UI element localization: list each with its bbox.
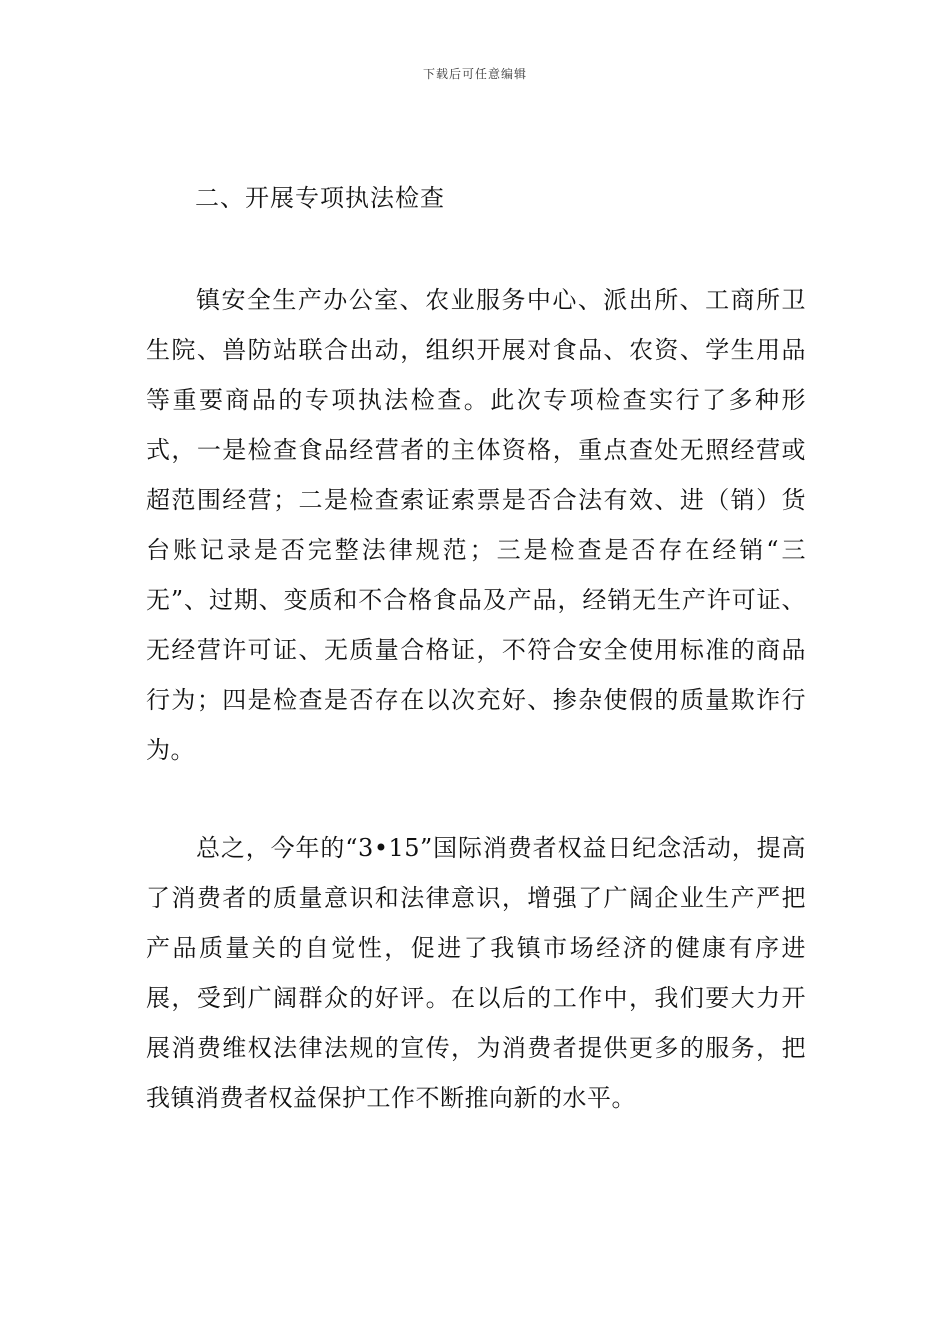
section-heading: 二、开展专项执法检查 xyxy=(195,184,445,212)
body-paragraph-inspection: 镇安全生产办公室、农业服务中心、派出所、工商所卫生院、兽防站联合出动，组织开展对食品、农资、学生用品等重要商品的专项执法检查。此次专项检查实行了多种形式，一是检查食品经营者的主体资格，重点查处无照经营或超范围经营；二是检查索证索票是否合法有效、进（销）货台账记录是否完整法律规范；三是检查是否存在经销“三无”、过期、变质和不合格食品及产品，经销无生产许可证、无经营许可证、无质量合格证，不符合安全使用标准的商品行为；四是检查是否存在以次充好、掺杂使假的质量欺诈行为。 xyxy=(146,286,806,764)
body-paragraph-summary: 总之，今年的“3•15”国际消费者权益日纪念活动，提高了消费者的质量意识和法律意识，增强了广阔企业生产严把产品质量关的自觉性，促进了我镇市场经济的健康有序进展，受到广阔群众的好评。在以后的工作中，我们要大力开展消费维权法律法规的宣传，为消费者提供更多的服务，把我镇消费者权益保护工作不断推向新的水平。 xyxy=(146,834,806,1112)
header-note: 下载后可任意编辑 xyxy=(422,67,527,81)
